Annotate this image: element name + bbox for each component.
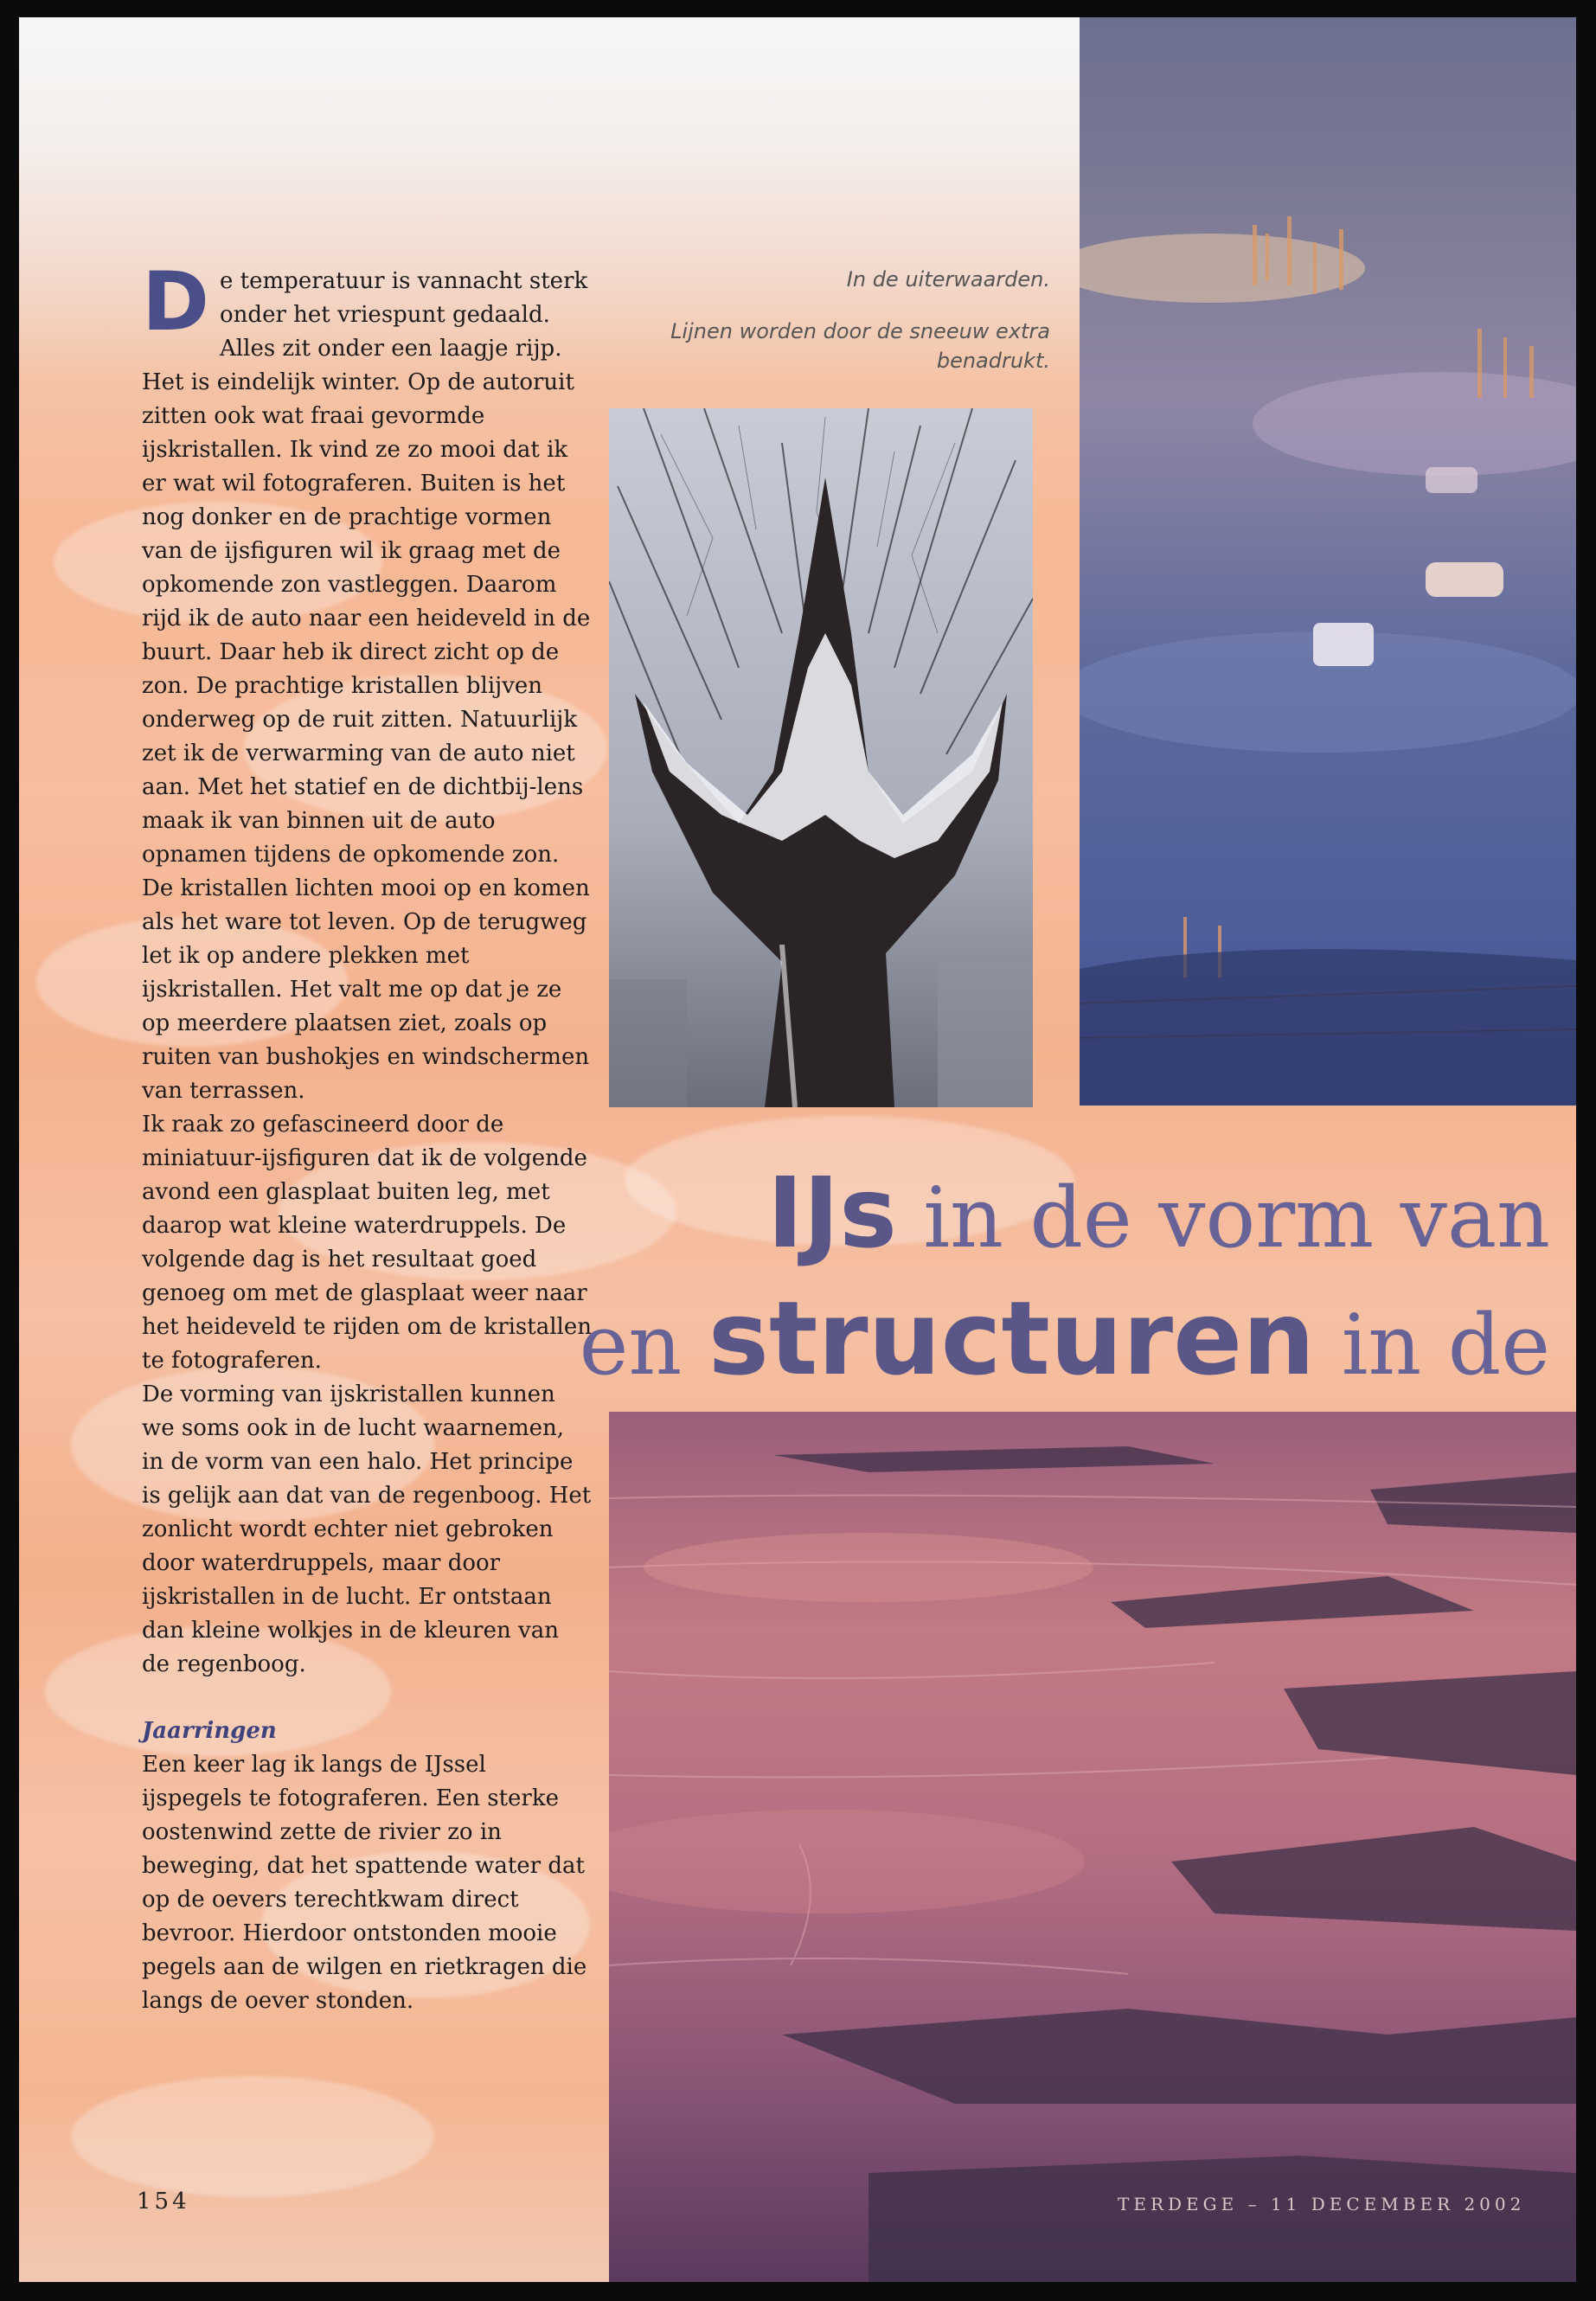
headline-bold-word: IJs — [766, 1157, 897, 1270]
headline-text: in de — [1315, 1297, 1550, 1394]
magazine-page — [19, 17, 1576, 2282]
headline-bold-word: structuren — [708, 1279, 1316, 1398]
headline-line-2 — [580, 1279, 1550, 1398]
photo-captions — [625, 265, 1050, 398]
snowy-tree-photo — [609, 408, 1033, 1107]
article-paragraph: De vorming van ijskristallen kunnen we soms ook in de lucht waarnemen, in de vorm van een halo. Het principe is gelijk aan dat van de regenboog. Het zonlicht wordt echter niet gebroken door waterdruppels, maar door ijskristallen in de lucht. Er ontstaan dan kleine wolkjes in de kleuren van de regenboog. — [142, 1381, 592, 1677]
caption-floodplain: In de uiterwaarden. — [846, 267, 1050, 292]
headline-text: in de vorm van — [896, 1170, 1550, 1266]
headline-text: en — [579, 1297, 708, 1394]
page-number: 154 — [137, 2189, 190, 2214]
paragraph-text: e temperatuur is vannacht sterk onder het vriespunt gedaald. Alles zit onder een laagje rijp. Het is eindelijk winter. Op de autoruit zitten ook wat fraai gevormde ijskristallen. Ik vind ze zo mooi dat ik er wat wil fotograferen. Buiten is het nog donker en de prachtige vormen van de ijsfiguren wil ik graag met de opkomende zon vastleggen. Daarom rijd ik de auto naar een heideveld in de buurt. Daar heb ik direct zicht op de zon. De prachtige kristallen blijven onderweg op de ruit zitten. Natuurlijk zet ik de verwarming van de auto niet aan. Met het statief en de dichtbij-lens maak ik van binnen uit de auto opnamen tijdens de opkomende zon. De kristallen lichten mooi op en komen als het ware tot leven. Op de terugweg let ik op andere plekken met ijskristallen. Het valt me op dat je ze op meerdere plaatsen ziet, zoals op ruiten van bushokjes en windschermen van terrassen. — [142, 268, 591, 1104]
caption-snow-tree: Lijnen worden door de sneeuw extra benadrukt. — [670, 319, 1050, 373]
article-paragraph — [142, 255, 592, 1108]
floodplain-ice-photo — [1080, 17, 1576, 1106]
headline-line-1 — [767, 1157, 1550, 1270]
section-subheading: Jaarringen — [142, 1718, 277, 1744]
article-body — [142, 255, 592, 2018]
drop-cap: D — [142, 255, 210, 349]
background-cloud — [71, 2076, 434, 2197]
frozen-river-photo — [609, 1412, 1576, 2282]
article-paragraph: Een keer lag ik langs de IJssel ijspegels te fotograferen. Een sterke oostenwind zette de rivier zo in beweging, dat het spattende water dat op de oevers terechtkwam direct bevroor. Hierdoor ontstonden mooie pegels aan de wilgen en rietkragen die langs de oever stonden. — [142, 1752, 587, 2014]
publication-footer: TERDEGE – 11 DECEMBER 2002 — [1118, 2194, 1526, 2214]
article-paragraph: Ik raak zo gefascineerd door de miniatuur-ijsfiguren dat ik de volgende avond een glasplaat buiten leg, met daarop wat kleine waterdruppels. De volgende dag is het resultaat goed genoeg om met de glasplaat weer naar het heideveld te rijden om de kristallen te fotograferen. — [142, 1112, 592, 1374]
